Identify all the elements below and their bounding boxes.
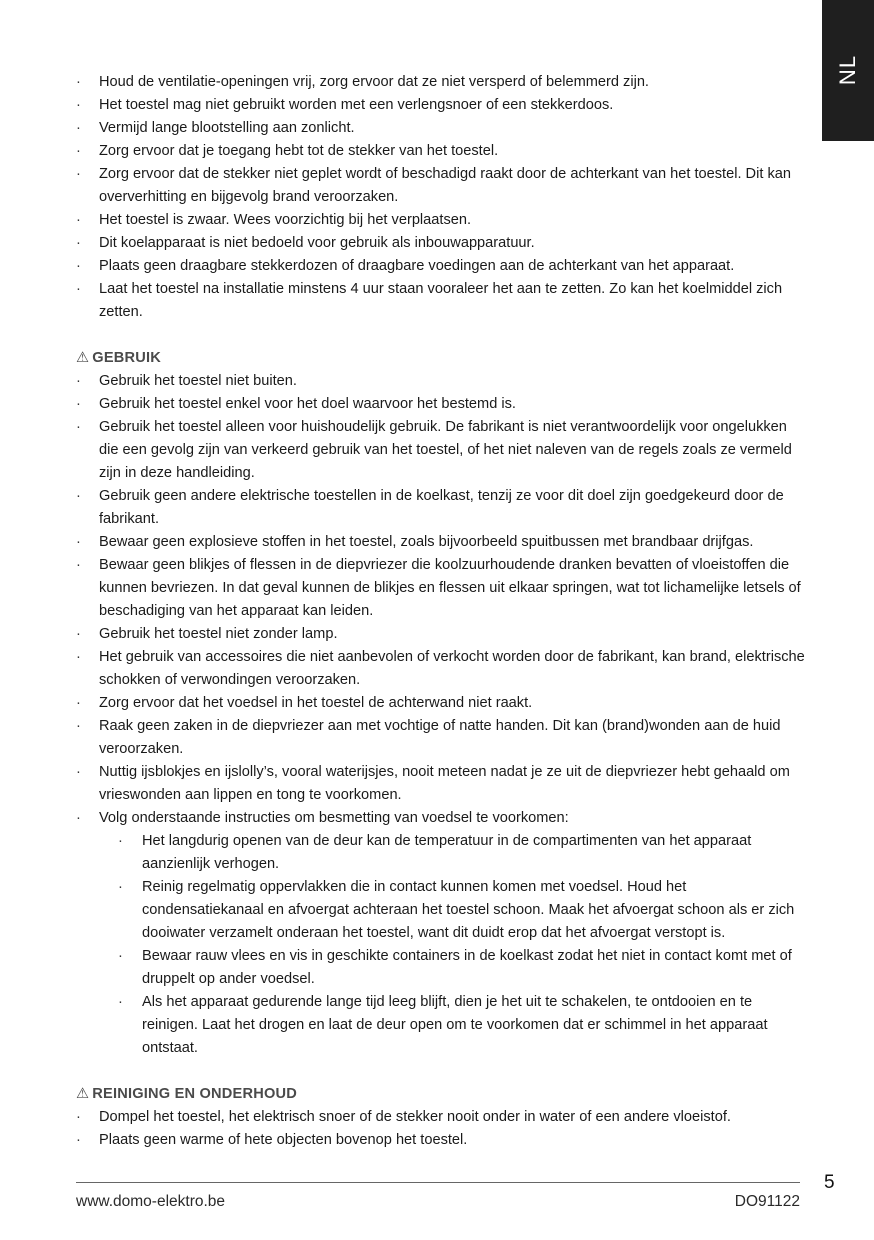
page-number: 5 — [824, 1172, 835, 1193]
section-heading-gebruik — [76, 347, 806, 370]
list-item: · Zorg ervoor dat de stekker niet geplet wordt of beschadigd raakt door de achterkant van het toestel. Dit kan oververhitting en bijgevolg brand veroorzaken. — [76, 163, 806, 209]
intro-list — [76, 71, 806, 324]
warning-icon: ⚠ — [76, 350, 90, 366]
contamination-sublist — [118, 830, 806, 1060]
list-item: · Volg onderstaande instructies om besmetting van voedsel te voorkomen: — [76, 807, 806, 830]
list-item: · Laat het toestel na installatie minstens 4 uur staan vooraleer het aan te zetten. Zo kan het koelmiddel zich zetten. — [76, 278, 806, 324]
list-item: · Bewaar geen explosieve stoffen in het toestel, zoals bijvoorbeeld spuitbussen met brandbaar drijfgas. — [76, 531, 806, 554]
manual-content — [76, 71, 806, 1152]
list-item: · Plaats geen warme of hete objecten bovenop het toestel. — [76, 1129, 806, 1152]
list-item: · Nuttig ijsblokjes en ijslolly’s, vooral waterijsjes, nooit meteen nadat je ze uit de diepvriezer hebt gehaald om vrieswonden aan lippen en tong te voorkomen. — [76, 761, 806, 807]
list-item: · Raak geen zaken in de diepvriezer aan met vochtige of natte handen. Dit kan (brand)wonden aan de huid veroorzaken. — [76, 715, 806, 761]
list-item: · Dit koelapparaat is niet bedoeld voor gebruik als inbouwapparatuur. — [76, 232, 806, 255]
list-item: · Het toestel is zwaar. Wees voorzichtig bij het verplaatsen. — [76, 209, 806, 232]
list-item: · Dompel het toestel, het elektrisch snoer of de stekker nooit onder in water of een andere vloeistof. — [76, 1106, 806, 1129]
reiniging-list — [76, 1106, 806, 1152]
list-item: · Gebruik het toestel niet zonder lamp. — [76, 623, 806, 646]
list-item: · Zorg ervoor dat je toegang hebt tot de stekker van het toestel. — [76, 140, 806, 163]
language-label: NL — [835, 54, 860, 86]
footer-divider — [76, 1182, 800, 1183]
list-item: · Bewaar geen blikjes of flessen in de diepvriezer die koolzuurhoudende dranken bevatten of vloeistoffen die kunnen bevriezen. In dat geval kunnen de blikjes en flessen uit elkaar springen, wat tot lichamelijke letsels of beschadiging van het apparaat kan leiden. — [76, 554, 806, 623]
language-tab — [822, 0, 874, 141]
list-item: · Houd de ventilatie-openingen vrij, zorg ervoor dat ze niet versperd of belemmerd zijn. — [76, 71, 806, 94]
sub-list-item: · Het langdurig openen van de deur kan de temperatuur in de compartimenten van het apparaat aanzienlijk verhogen. — [118, 830, 806, 876]
list-item: · Gebruik het toestel alleen voor huishoudelijk gebruik. De fabrikant is niet verantwoordelijk voor ongelukken die een gevolg zijn van verkeerd gebruik van het toestel, of het niet naleven van de regels zoals ze vermeld zijn in deze handleiding. — [76, 416, 806, 485]
section-heading-reiniging — [76, 1083, 806, 1106]
gebruik-list — [76, 370, 806, 830]
sub-list-item: · Reinig regelmatig oppervlakken die in contact kunnen komen met voedsel. Houd het condensatiekanaal en afvoergat achteraan het toestel schoon. Maak het afvoergat schoon als er zich dooiwater verzamelt onderaan het toestel, want dit duidt erop dat het afvoergat verstopt is. — [118, 876, 806, 945]
list-item: · Zorg ervoor dat het voedsel in het toestel de achterwand niet raakt. — [76, 692, 806, 715]
list-item: · Vermijd lange blootstelling aan zonlicht. — [76, 117, 806, 140]
sub-list-item: · Als het apparaat gedurende lange tijd leeg blijft, dien je het uit te schakelen, te ontdooien en te reinigen. Laat het drogen en laat de deur open om te voorkomen dat er schimmel in het apparaat ontstaat. — [118, 991, 806, 1060]
section-title: GEBRUIK — [92, 350, 161, 366]
list-item: · Het toestel mag niet gebruikt worden met een verlengsnoer of een stekkerdoos. — [76, 94, 806, 117]
website-link[interactable]: www.domo-elektro.be — [76, 1193, 226, 1210]
list-item: · Gebruik het toestel niet buiten. — [76, 370, 806, 393]
sub-list-item: · Bewaar rauw vlees en vis in geschikte containers in de koelkast zodat het niet in contact komt met of druppelt op ander voedsel. — [118, 945, 806, 991]
section-title: REINIGING EN ONDERHOUD — [92, 1086, 297, 1102]
list-item: · Plaats geen draagbare stekkerdozen of draagbare voedingen aan de achterkant van het apparaat. — [76, 255, 806, 278]
list-item: · Het gebruik van accessoires die niet aanbevolen of verkocht worden door de fabrikant, kan brand, elektrische schokken of verwondingen veroorzaken. — [76, 646, 806, 692]
list-item: · Gebruik het toestel enkel voor het doel waarvoor het bestemd is. — [76, 393, 806, 416]
warning-icon: ⚠ — [76, 1086, 90, 1102]
list-item: · Gebruik geen andere elektrische toestellen in de koelkast, tenzij ze voor dit doel zijn goedgekeurd door de fabrikant. — [76, 485, 806, 531]
model-number: DO91122 — [734, 1193, 800, 1210]
